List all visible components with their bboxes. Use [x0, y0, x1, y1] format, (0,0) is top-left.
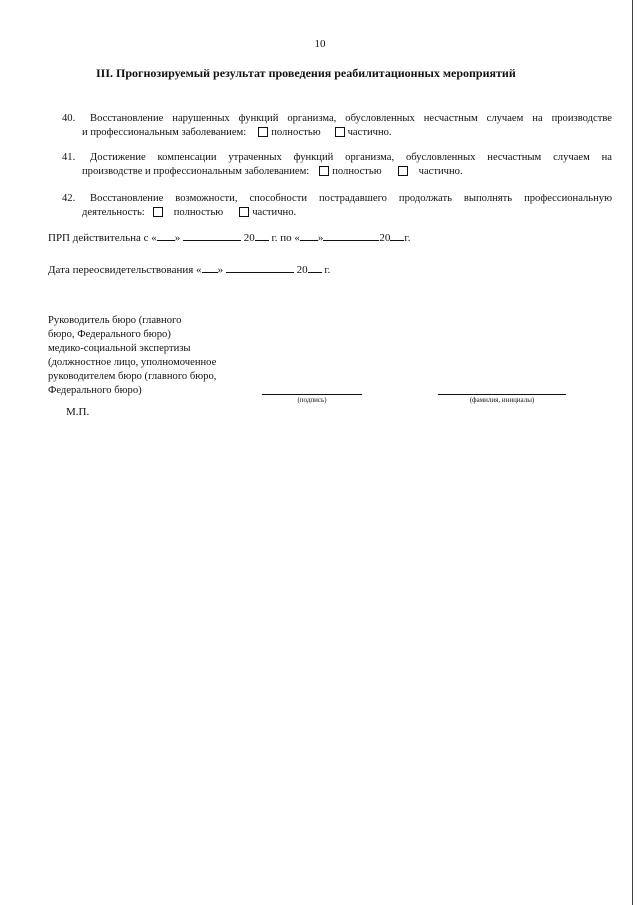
signature-line[interactable] — [262, 394, 362, 395]
validity-end-month-field[interactable] — [323, 230, 379, 241]
item-40 — [52, 112, 612, 140]
validity-start-month-field[interactable] — [183, 230, 241, 241]
name-initials-line[interactable] — [438, 394, 566, 395]
page-number: 10 — [314, 38, 326, 50]
option-full-label: полностью — [173, 207, 224, 218]
item-number: 42. — [62, 193, 76, 204]
item-42-line1: 42. Восстановление возможности, способности пострадавшего продолжать выполнять профессиональную — [62, 193, 612, 204]
option-full-label: полностью — [271, 127, 321, 138]
checkbox-full-41[interactable] — [319, 166, 329, 176]
item-40-line2: и профессиональным заболеванием: полностью частично. — [82, 127, 392, 138]
checkbox-full-40[interactable] — [258, 127, 268, 137]
validity-row: ПРП действительна с « » 20 г. по « » 20 г. — [48, 232, 411, 244]
item-number: 41. — [62, 152, 76, 163]
validity-start-day-field[interactable] — [157, 230, 175, 241]
item-41-line1: 41. Достижение компенсации утраченных функций организма, обусловленных несчастным случаем на — [62, 152, 612, 163]
validity-end-day-field[interactable] — [300, 230, 318, 241]
item-42 — [52, 192, 612, 220]
checkbox-full-42[interactable] — [153, 207, 163, 217]
stamp-place: М.П. — [66, 406, 90, 418]
checkbox-partial-42[interactable] — [239, 207, 249, 217]
signature-caption: (подпись) — [297, 396, 327, 404]
item-40-line1: 40. Восстановление нарушенных функций организма, обусловленных несчастным случаем на производстве — [62, 113, 612, 124]
recert-row: Дата переосвидетельствования « » 20 г. — [48, 264, 331, 276]
option-partial-label: частично. — [347, 127, 392, 138]
recert-month-field[interactable] — [226, 262, 294, 273]
section-title: III. Прогнозируемый результат проведения реабилитационных мероприятий — [96, 66, 516, 80]
option-partial-label: частично. — [252, 207, 297, 218]
item-41 — [52, 151, 612, 179]
item-42-line2: деятельность: полностью частично. — [82, 207, 297, 218]
checkbox-partial-40[interactable] — [335, 127, 345, 137]
option-full-label: полностью — [332, 166, 382, 177]
validity-start-year-field[interactable] — [255, 230, 269, 241]
item-41-line2: производстве и профессиональным заболеванием: полностью частично. — [82, 166, 463, 177]
name-initials-caption: (фамилия, инициалы) — [469, 396, 535, 404]
page-edge-line — [632, 0, 633, 905]
item-number: 40. — [62, 113, 76, 124]
signer-title: Руководитель бюро (главного бюро, Федерального бюро) медико-социальной экспертизы (должностное лицо, уполномоченное руководителем бюро (главного бюро, Федерального бюро) — [48, 315, 217, 396]
validity-end-year-field[interactable] — [390, 230, 404, 241]
option-partial-label: частично. — [418, 166, 463, 177]
recert-year-field[interactable] — [308, 262, 322, 273]
recert-day-field[interactable] — [202, 262, 218, 273]
checkbox-partial-41[interactable] — [398, 166, 408, 176]
